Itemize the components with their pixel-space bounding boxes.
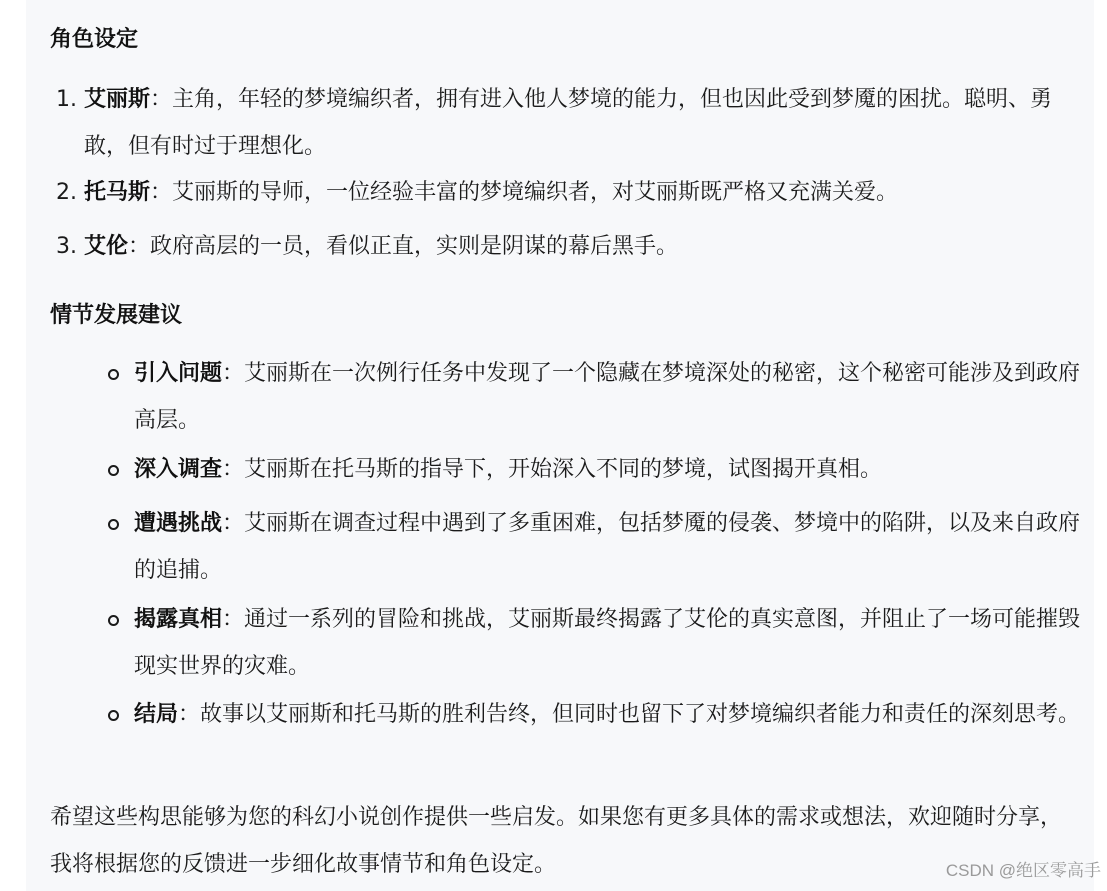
plot-term: 遭遇挑战 <box>134 511 223 536</box>
plot-description: 艾丽斯在一次例行任务中发现了一个隐藏在梦境深处的秘密，这个秘密可能涉及到政府高层。 <box>134 361 1081 433</box>
plot-item <box>108 500 1088 594</box>
circle-bullet-icon <box>108 519 119 530</box>
list-number: 1. <box>56 87 77 112</box>
character-description: 政府高层的一员，看似正直，实则是阴谋的幕后黑手。 <box>150 234 679 259</box>
section-title-characters: 角色设定 <box>50 27 139 52</box>
plot-item <box>108 350 1088 444</box>
separator: ： <box>178 702 201 727</box>
separator: ： <box>150 180 173 205</box>
circle-bullet-icon <box>108 465 119 476</box>
plot-item <box>108 446 1088 493</box>
circle-bullet-icon <box>108 615 119 626</box>
list-number: 3. <box>56 234 77 259</box>
separator: ： <box>150 87 173 112</box>
list-number: 2. <box>56 180 77 205</box>
plot-term: 引入问题 <box>134 361 223 386</box>
plot-term: 揭露真相 <box>134 607 223 632</box>
character-item <box>56 169 1076 216</box>
plot-item <box>108 691 1088 738</box>
closing-paragraph: 希望这些构思能够为您的科幻小说创作提供一些启发。如果您有更多具体的需求或想法，欢迎随时分享，我将根据您的反馈进一步细化故事情节和角色设定。 <box>50 805 1063 877</box>
plot-item <box>108 596 1088 690</box>
character-name: 艾伦 <box>84 234 129 259</box>
plot-description: 故事以艾丽斯和托马斯的胜利告终，但同时也留下了对梦境编织者能力和责任的深刻思考。 <box>200 702 1081 727</box>
character-description: 艾丽斯的导师，一位经验丰富的梦境编织者，对艾丽斯既严格又充满关爱。 <box>172 180 899 205</box>
character-item <box>56 223 1076 270</box>
plot-description: 艾丽斯在托马斯的指导下，开始深入不同的梦境，试图揭开真相。 <box>244 457 883 482</box>
circle-bullet-icon <box>108 369 119 380</box>
plot-term: 深入调查 <box>134 457 223 482</box>
plot-description: 艾丽斯在调查过程中遇到了多重困难，包括梦魇的侵袭、梦境中的陷阱，以及来自政府的追捕。 <box>134 511 1081 583</box>
plot-description: 通过一系列的冒险和挑战，艾丽斯最终揭露了艾伦的真实意图，并阻止了一场可能摧毁现实世界的灾难。 <box>134 607 1081 679</box>
answer-card <box>26 0 1094 891</box>
character-description: 主角，年轻的梦境编织者，拥有进入他人梦境的能力，但也因此受到梦魇的困扰。聪明、勇敢，但有时过于理想化。 <box>84 87 1053 159</box>
separator: ： <box>222 361 245 386</box>
circle-bullet-icon <box>108 710 119 721</box>
character-item <box>56 76 1076 170</box>
separator: ： <box>222 457 245 482</box>
separator: ： <box>222 511 245 536</box>
section-title-plot: 情节发展建议 <box>50 303 183 328</box>
character-name: 艾丽斯 <box>84 87 151 112</box>
plot-term: 结局 <box>134 702 179 727</box>
character-name: 托马斯 <box>84 180 151 205</box>
csdn-watermark: CSDN @绝区零高手 <box>945 861 1101 880</box>
separator: ： <box>128 234 151 259</box>
separator: ： <box>222 607 245 632</box>
